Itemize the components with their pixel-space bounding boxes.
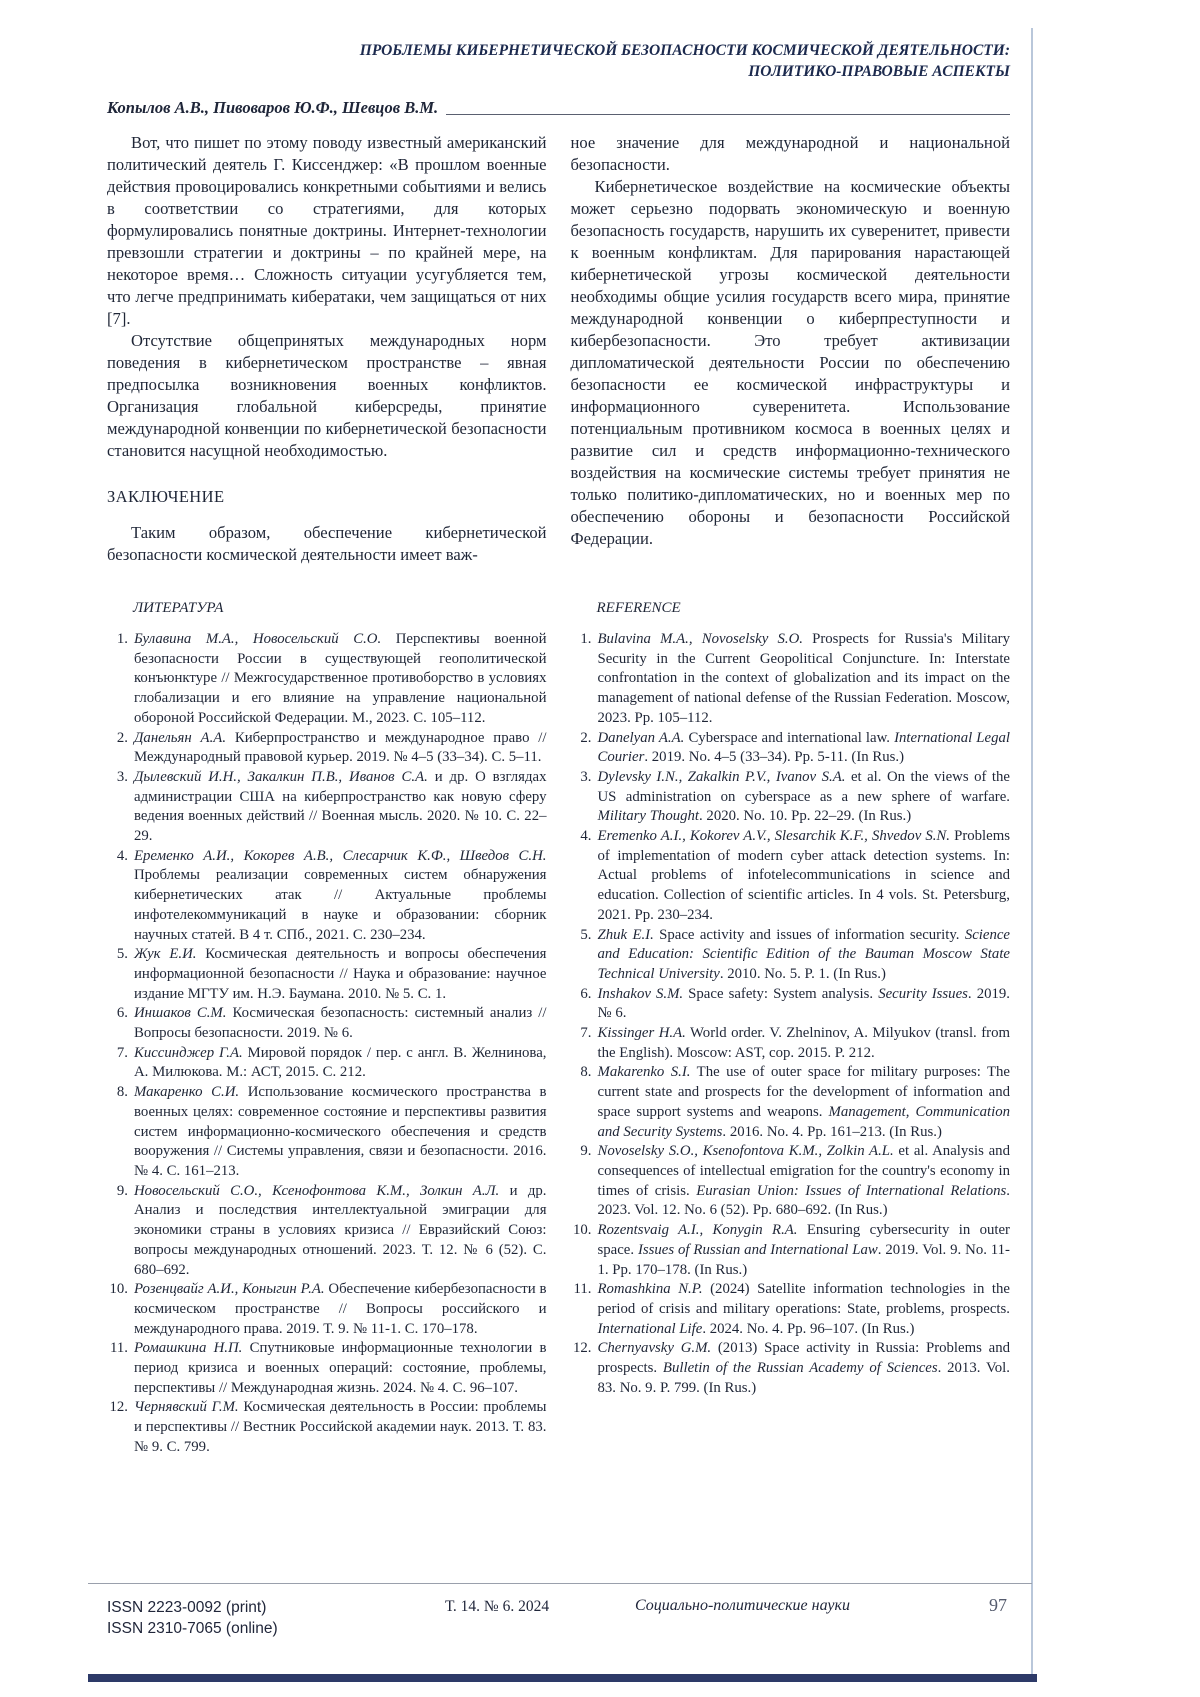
reference-item: Ромашкина Н.П. Спутниковые информационные технологии в период кризиса и военных операций: состояние, проблемы, перспективы // Международная жизнь. 2024. № 4. С. 96–107.: [134, 1340, 547, 1396]
reference-item: Dylevsky I.N., Zakalkin P.V., Ivanov S.A. et al. On the views of the US administration on cyberspace as a new sphere of warfare. Military Thought. 2020. No. 10. Pp. 22–29. (In Rus.): [597, 768, 1010, 825]
reference-item: Макаренко С.И. Использование космического пространства в военных целях: современное состояние и перспективы развития систем информационно-космического обеспечения и средств вооружения // Системы управления, связи и безопасности. 2016. № 4. С. 161–213.: [134, 1084, 547, 1179]
issn-online: ISSN 2310-7065 (online): [107, 1620, 278, 1637]
reference-heading: REFERENCE: [596, 600, 681, 616]
paragraph-cyber-impact: Кибернетическое воздействие на космические объекты может серьезно подорвать экономическую и военную безопасность государств, нарушить их суверенитет, привести к военным конфликтам. Для парирования нарастающей кибернетической угрозы космической деятельности необходимы общие усилия государств всего мира, принятие международной конвенции о киберпреступности и кибербезопасности. Это требует активизации дипломатической деятельности России по обеспечению безопасности ее космической инфраструктуры и информационного суверенитета. Использование потенциальным противником космоса в военных целях и развитие сил и средств информационно-технического воздействия на космические системы требует принятия не только политико-дипломатических, но и военных мер по обеспечению обороны и безопасности Российской Федерации.: [570, 177, 1010, 548]
reference-item: Еременко А.И., Кокорев А.В., Слесарчик К.Ф., Шведов С.Н. Проблемы реализации современных систем обнаружения кибернетических атак // Актуальные проблемы инфотелекоммуникаций в науке и образовании: сборник научных статей. В 4 т. СПб., 2021. С. 230–234.: [134, 847, 547, 943]
paragraph-norms: Отсутствие общепринятых международных норм поведения в кибернетическом пространстве – явная предпосылка возникновения военных конфликтов. Организация глобальной киберсреды, принятие международной конвенции по кибернетической безопасности становится насущной необходимостью.: [107, 331, 547, 460]
issn-block: [107, 1597, 278, 1639]
page-footer: [88, 1583, 1032, 1647]
page-header: [107, 40, 1010, 118]
body-left-column: [107, 132, 547, 566]
journal-title: Социально-политические науки: [635, 1597, 850, 1614]
running-title: [107, 40, 1010, 82]
reference-item: Данельян А.А. Киберпространство и международное право // Международный правовой курьер. 2019. № 4–5 (33–34). С. 5–11.: [134, 729, 547, 766]
article-body: [107, 132, 1010, 566]
reference-item: Киссинджер Г.А. Мировой порядок / пер. с англ. В. Желнинова, А. Милюкова. М.: АСТ, 2015. С. 212.: [134, 1044, 547, 1081]
reference-item: Розенцвайг А.И., Коныгин Р.А. Обеспечение кибербезопасности в космическом пространстве // Вопросы российского и международного права. 2019. Т. 9. № 11-1. С. 170–178.: [134, 1281, 547, 1337]
reference-column: [571, 600, 1011, 1458]
volume-issue: Т. 14. № 6. 2024: [445, 1598, 550, 1615]
reference-item: Danelyan A.A. Cyberspace and international law. International Legal Courier. 2019. No. 4–5 (33–34). Pp. 5-11. (In Rus.): [597, 729, 1011, 766]
paragraph-conclusion-start: Таким образом, обеспечение кибернетической безопасности космической деятельности имеет важ-: [107, 523, 547, 564]
reference-item: Eremenko A.I., Kokorev A.V., Slesarchik K.F., Shvedov S.N. Problems of implementation of modern cyber attack detection systems. In: Actual problems of infotelecommunications in science and education. Collection of scientific articles. In 4 vols. St. Petersburg, 2021. Pp. 230–234.: [597, 828, 1010, 923]
reference-item: Inshakov S.M. Space safety: System analysis. Security Issues. 2019. № 6.: [597, 985, 1010, 1022]
page-side-rule: [1031, 28, 1033, 1674]
conclusion-heading: ЗАКЛЮЧЕНИЕ: [107, 487, 225, 506]
reference-list: [571, 630, 1011, 1398]
footer-row: [88, 1597, 1032, 1647]
paragraph-kissinger-quote: Вот, что пишет по этому поводу известный американский политический деятель Г. Киссенджер: «В прошлом военные действия провоцировались конкретными событиями и велись в соответствии со стратегиями, для которых формулировались понятные доктрины. Интернет-технологии превзошли стратегии и доктрины – по крайней мере, на некоторое время… Сложность ситуации усугубляется тем, что легче предпринимать кибератаки, чем защищаться от них [7].: [107, 133, 547, 328]
reference-item: Новосельский С.О., Ксенофонтова К.М., Золкин А.Л. и др. Анализ и последствия интеллектуальной эмиграции для экономики страны в условиях кризиса // Евразийский Союз: вопросы международных отношений. 2023. Т. 12. № 6 (52). С. 680–692.: [134, 1182, 547, 1278]
literature-column: [107, 600, 547, 1458]
page-content: [107, 0, 1010, 1458]
authors-row: [107, 98, 1010, 118]
reference-item: Makarenko S.I. The use of outer space for military purposes: The current state and prospects for the development of information and space support systems and weapons. Management, Communication and Security Systems. 2016. No. 4. Pp. 161–213. (In Rus.): [597, 1064, 1010, 1140]
issn-print: ISSN 2223-0092 (print): [107, 1599, 267, 1616]
literature-heading: ЛИТЕРАТУРА: [133, 600, 224, 616]
authors: Копылов А.В., Пивоваров Ю.Ф., Шевцов В.М.: [107, 98, 439, 117]
reference-item: Дылевский И.Н., Закалкин П.В., Иванов С.А. и др. О взглядах администрации США на киберпространство как новую сферу ведения военных действий // Военная мысль. 2020. № 10. С. 22–29.: [134, 768, 547, 845]
authors-rule: [446, 114, 1010, 115]
references-section: [107, 600, 1010, 1458]
paragraph-conclusion-continued: ное значение для международной и национальной безопасности.: [570, 133, 1010, 174]
reference-item: Zhuk E.I. Space activity and issues of information security. Science and Education: Scientific Edition of the Bauman Moscow State Technical University. 2010. No. 5. P. 1. (In Rus.): [597, 926, 1010, 982]
reference-item: Bulavina M.A., Novoselsky S.O. Prospects for Russia's Military Security in the Current Geopolitical Conjuncture. In: Interstate confrontation in the context of globalization and its impact on the management of national defense of the Russian Federation. Moscow, 2023. Pp. 105–112.: [597, 631, 1010, 726]
reference-item: Novoselsky S.O., Ksenofontova K.M., Zolkin A.L. et al. Analysis and consequences of intellectual emigration for the country's economy in times of crisis. Eurasian Union: Issues of International Relations. 2023. Vol. 12. No. 6 (52). Pp. 680–692. (In Rus.): [597, 1143, 1010, 1219]
body-right-column: [571, 132, 1011, 566]
running-title-line1: ПРОБЛЕМЫ КИБЕРНЕТИЧЕСКОЙ БЕЗОПАСНОСТИ КОСМИЧЕСКОЙ ДЕЯТЕЛЬНОСТИ:: [359, 42, 1010, 59]
reference-item: Чернявский Г.М. Космическая деятельность в России: проблемы и перспективы // Вестник Российской академии наук. 2013. Т. 83. № 9. С. 799.: [134, 1399, 547, 1455]
reference-item: Булавина М.А., Новосельский С.О. Перспективы военной безопасности России в существующей геополитической конъюнктуре // Межгосударственное противоборство в условиях глобализации и его влияние на управление национальной обороной Российской Федерации. М., 2023. С. 105–112.: [134, 631, 547, 726]
reference-item: Romashkina N.P. (2024) Satellite information technologies in the period of crisis and military operations: State, problems, prospects. International Life. 2024. No. 4. Pp. 96–107. (In Rus.): [597, 1281, 1010, 1337]
bottom-accent-bar: [88, 1674, 1037, 1682]
reference-item: Rozentsvaig A.I., Konygin R.A. Ensuring cybersecurity in outer space. Issues of Russian and International Law. 2019. Vol. 9. No. 11-1. Pp. 170–178. (In Rus.): [597, 1222, 1010, 1278]
running-title-line2: ПОЛИТИКО-ПРАВОВЫЕ АСПЕКТЫ: [748, 63, 1010, 80]
reference-item: Kissinger H.A. World order. V. Zhelninov, A. Milyukov (transl. from the English). Moscow: AST, cop. 2015. P. 212.: [597, 1025, 1010, 1061]
literature-list: [107, 630, 547, 1458]
footer-rule: [88, 1583, 1032, 1584]
reference-item: Жук Е.И. Космическая деятельность и вопросы обеспечения информационной безопасности // Наука и образование: научное издание МГТУ им. Н.Э. Баумана. 2010. № 5. С. 1.: [134, 946, 547, 1002]
reference-item: Chernyavsky G.M. (2013) Space activity in Russia: Problems and prospects. Bulletin of the Russian Academy of Sciences. 2013. Vol. 83. No. 9. P. 799. (In Rus.): [597, 1340, 1010, 1396]
reference-item: Иншаков С.М. Космическая безопасность: системный анализ // Вопросы безопасности. 2019. № 6.: [134, 1005, 547, 1042]
page-number: 97: [989, 1595, 1007, 1615]
